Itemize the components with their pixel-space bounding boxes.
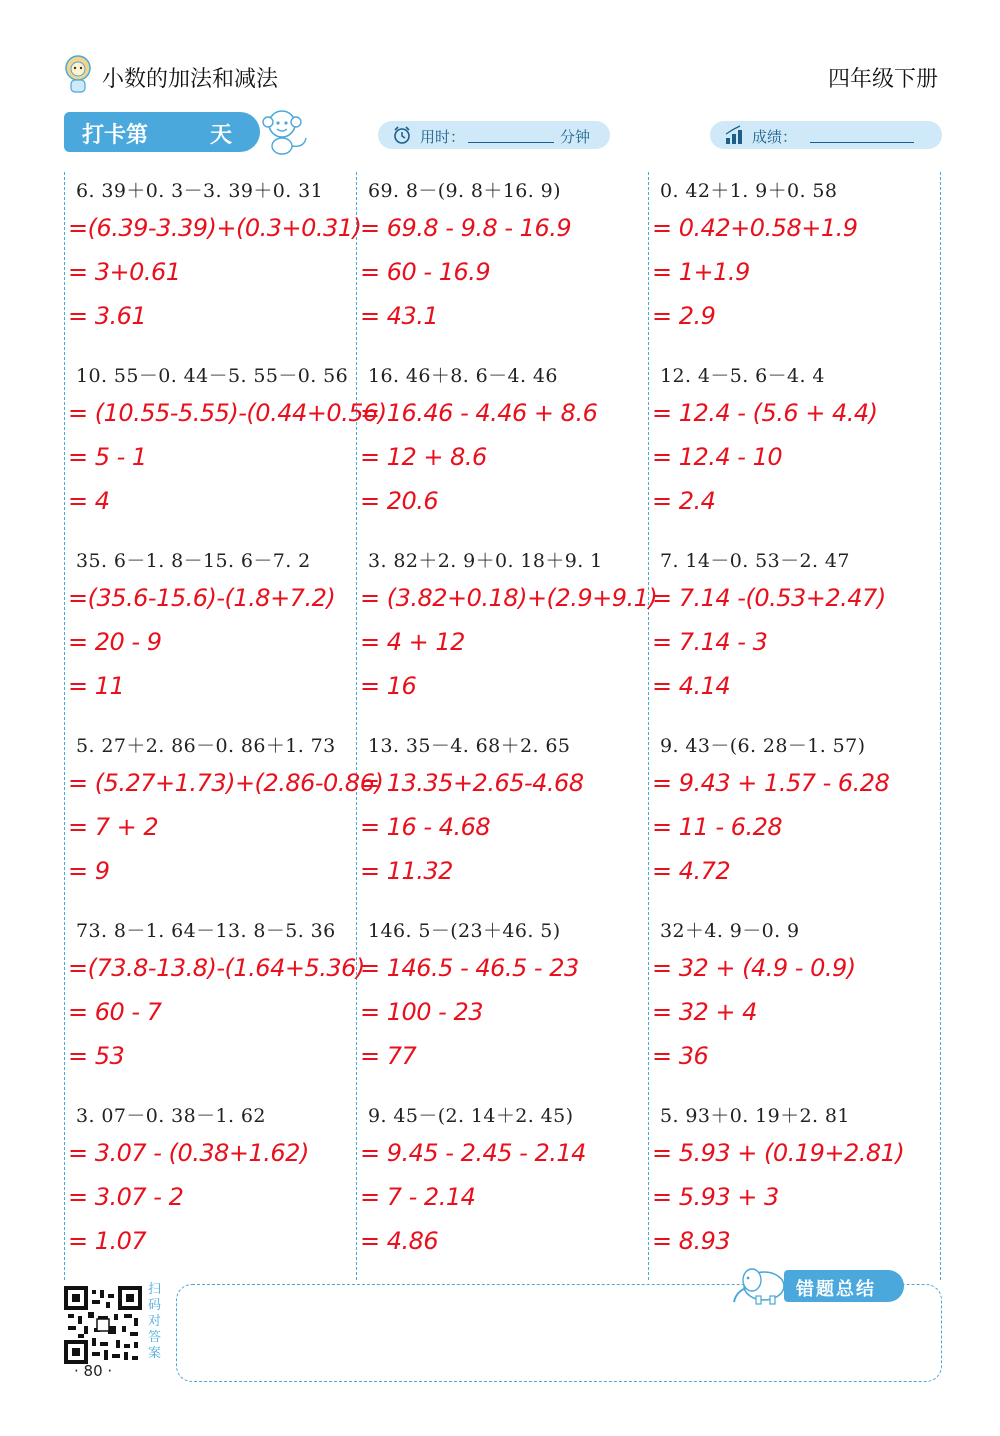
error-summary-label: 错题总结 [796,1279,876,1300]
handwritten-step: = 3+0.61 [68,258,181,286]
handwritten-step: = 1.07 [68,1227,147,1255]
handwritten-step: = 2.4 [652,487,716,515]
scan-char: 案 [148,1346,162,1361]
handwritten-step: = 13.35+2.65-4.68 [360,769,584,797]
problem-cell [64,731,384,916]
monkey-mascot-icon [256,106,310,156]
problem-cell [64,1101,354,1286]
handwritten-step: = (5.27+1.73)+(2.86-0.86) [68,769,384,797]
handwritten-step: = 7 - 2.14 [360,1183,476,1211]
handwritten-step: = 11 [68,672,125,700]
handwritten-step: = 20.6 [360,487,439,515]
handwritten-step: = 8.93 [652,1227,731,1255]
problem-question: 5. 27＋2. 86－0. 86＋1. 73 [76,735,336,757]
problem-question: 9. 43－(6. 28－1. 57) [660,735,866,757]
checkin-label-start: 打卡第 [82,123,149,148]
problem-question: 16. 46＋8. 6－4. 46 [368,365,558,387]
handwritten-step: = 3.07 - 2 [68,1183,184,1211]
handwritten-step: = 20 - 9 [68,628,162,656]
handwritten-step: = 4 [68,487,110,515]
handwritten-step: = 9.45 - 2.45 - 2.14 [360,1139,586,1167]
time-label: 用时： [420,128,466,146]
handwritten-step: = 2.9 [652,302,716,330]
problem-cell [356,916,646,1101]
problem-question: 69. 8－(9. 8＋16. 9) [368,180,561,202]
handwritten-step: = 100 - 23 [360,998,484,1026]
scan-char: 对 [148,1314,162,1329]
problem-question: 73. 8－1. 64－13. 8－5. 36 [76,920,336,942]
column-divider [940,172,941,1280]
handwritten-step: = 60 - 7 [68,998,162,1026]
handwritten-step: = 16 [360,672,417,700]
page-number: · 80 · [74,1362,113,1380]
problem-cell [648,1101,938,1286]
handwritten-step: = 1+1.9 [652,258,750,286]
checkin-banner [64,112,260,152]
scan-char: 答 [148,1330,162,1345]
scan-char: 扫 [148,1282,162,1297]
handwritten-step: =(73.8-13.8)-(1.64+5.36) [68,954,365,982]
handwritten-step: = 5.93 + 3 [652,1183,779,1211]
problem-question: 0. 42＋1. 9＋0. 58 [660,180,838,202]
handwritten-step: = 60 - 16.9 [360,258,491,286]
problem-cell [648,731,938,916]
handwritten-step: = 36 [652,1042,709,1070]
handwritten-step: = 7 + 2 [68,813,159,841]
lion-mascot-icon [62,54,94,94]
problem-cell [356,176,646,361]
handwritten-step: = 12.4 - (5.6 + 4.4) [652,399,878,427]
problem-question: 6. 39＋0. 3－3. 39＋0. 31 [76,180,324,202]
score-label: 成绩： [752,128,798,146]
handwritten-step: = 7.14 -(0.53+2.47) [652,584,886,612]
handwritten-step: = 11.32 [360,857,453,885]
handwritten-step: = 4 + 12 [360,628,465,656]
handwritten-step: = 5.93 + (0.19+2.81) [652,1139,905,1167]
problem-cell [356,1101,646,1286]
problem-question: 7. 14－0. 53－2. 47 [660,550,850,572]
problem-cell [64,361,387,546]
handwritten-step: = 9.43 + 1.57 - 6.28 [652,769,890,797]
problem-cell [648,916,938,1101]
handwritten-step: = (10.55-5.55)-(0.44+0.56) [68,399,387,427]
handwritten-step: = 146.5 - 46.5 - 23 [360,954,579,982]
handwritten-step: = 32 + (4.9 - 0.9) [652,954,856,982]
handwritten-step: = 16 - 4.68 [360,813,491,841]
handwritten-step: = 7.14 - 3 [652,628,768,656]
problem-question: 10. 55－0. 44－5. 55－0. 56 [76,365,349,387]
problem-question: 146. 5－(23＋46. 5) [368,920,561,942]
handwritten-step: =(6.39-3.39)+(0.3+0.31) [68,214,362,242]
scan-char: 码 [148,1298,162,1313]
handwritten-step: = 12 + 8.6 [360,443,487,471]
time-unit: 分钟 [560,128,591,146]
problem-question: 32＋4. 9－0. 9 [660,920,800,942]
handwritten-step: = 32 + 4 [652,998,757,1026]
bar-chart-icon [724,125,744,145]
handwritten-step: = 3.61 [68,302,147,330]
problem-cell [356,546,658,731]
handwritten-step: = 11 - 6.28 [652,813,783,841]
problem-question: 3. 82＋2. 9＋0. 18＋9. 1 [368,550,603,572]
handwritten-step: = 4.14 [652,672,731,700]
handwritten-step: =(35.6-15.6)-(1.8+7.2) [68,584,336,612]
handwritten-step: = 4.72 [652,857,731,885]
handwritten-step: = 16.46 - 4.46 + 8.6 [360,399,598,427]
problem-question: 13. 35－4. 68＋2. 65 [368,735,571,757]
grade-label: 四年级下册 [827,67,938,92]
problem-cell [648,546,938,731]
problem-question: 35. 6－1. 8－15. 6－7. 2 [76,550,311,572]
handwritten-step: = (3.82+0.18)+(2.9+9.1) [360,584,658,612]
handwritten-step: = 5 - 1 [68,443,147,471]
problem-cell [64,176,362,361]
problem-cell [648,361,938,546]
problem-question: 12. 4－5. 6－4. 4 [660,365,825,387]
problem-cell [648,176,938,361]
error-summary-tag [784,1270,904,1302]
scan-for-answers-label [148,1282,166,1362]
handwritten-step: = 53 [68,1042,125,1070]
handwritten-step: = 3.07 - (0.38+1.62) [68,1139,309,1167]
handwritten-step: = 69.8 - 9.8 - 16.9 [360,214,572,242]
problem-question: 9. 45－(2. 14＋2. 45) [368,1105,574,1127]
handwritten-step: = 43.1 [360,302,439,330]
handwritten-step: = 77 [360,1042,417,1070]
handwritten-step: = 0.42+0.58+1.9 [652,214,858,242]
elephant-icon [730,1262,790,1306]
problem-cell [356,731,646,916]
problem-cell [64,916,365,1101]
problem-question: 5. 93＋0. 19＋2. 81 [660,1105,850,1127]
handwritten-step: = 9 [68,857,110,885]
checkin-label-end: 天 [210,123,233,148]
problem-cell [64,546,354,731]
qr-code[interactable] [64,1286,142,1364]
problem-question: 3. 07－0. 38－1. 62 [76,1105,266,1127]
problem-cell [356,361,646,546]
handwritten-step: = 12.4 - 10 [652,443,783,471]
time-field[interactable] [378,121,610,149]
time-input-line[interactable] [468,142,554,143]
alarm-clock-icon [392,125,412,145]
score-field[interactable] [710,121,942,149]
score-input-line[interactable] [810,142,914,143]
page-title: 小数的加法和减法 [102,67,279,92]
handwritten-step: = 4.86 [360,1227,439,1255]
